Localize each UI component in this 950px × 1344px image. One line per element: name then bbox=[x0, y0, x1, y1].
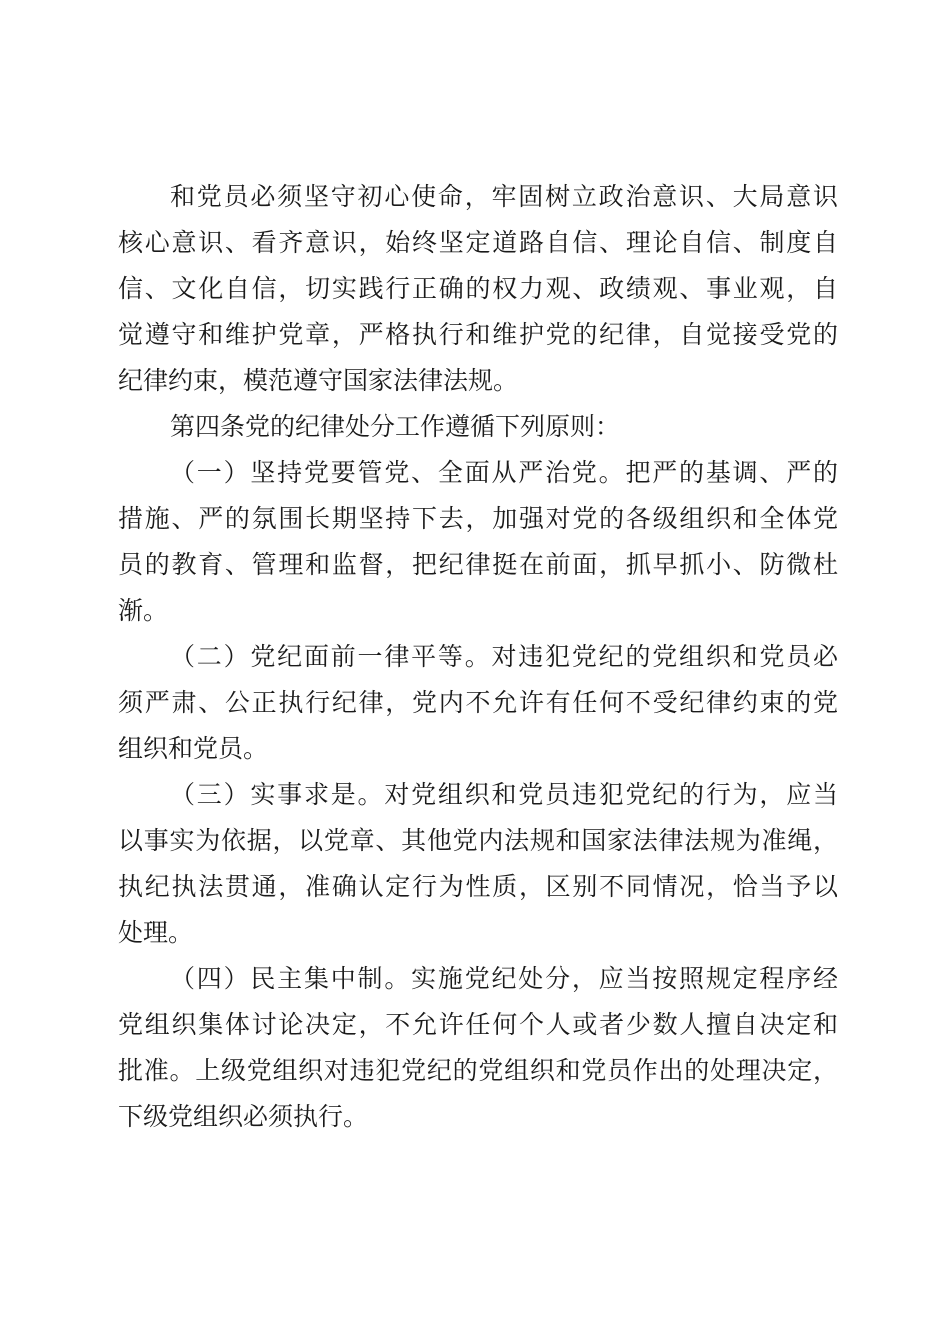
principle-line: 执纪执法贯通，准确认定行为性质，区别不同情况，恰当予以 bbox=[118, 872, 838, 901]
principle-line: 下级党组织必须执行。 bbox=[118, 1102, 369, 1131]
principle-line: 批准。上级党组织对违犯党纪的党组织和党员作出的处理决定， bbox=[118, 1056, 838, 1085]
article-heading: 第四条党的纪律处分工作遵循下列原则： bbox=[170, 412, 621, 441]
paragraph-line: 纪律约束，模范遵守国家法律法规。 bbox=[118, 366, 519, 395]
paragraph-line: 核心意识、看齐意识，始终坚定道路自信、理论自信、制度自 bbox=[118, 228, 838, 257]
principle-line: 以事实为依据，以党章、其他党内法规和国家法律法规为准绳， bbox=[118, 826, 838, 855]
principle-line: 组织和党员。 bbox=[118, 734, 269, 763]
principle-line: 措施、严的氛围长期坚持下去，加强对党的各级组织和全体党 bbox=[118, 504, 838, 533]
paragraph-line: 觉遵守和维护党章，严格执行和维护党的纪律，自觉接受党的 bbox=[118, 320, 838, 349]
principle-line: （一）坚持党要管党、全面从严治党。把严的基调、严的 bbox=[170, 458, 838, 487]
principle-line: 员的教育、管理和监督，把纪律挺在前面，抓早抓小、防微杜 bbox=[118, 550, 838, 579]
paragraph-line: 信、文化自信，切实践行正确的权力观、政绩观、事业观，自 bbox=[118, 274, 838, 303]
principle-line: （三）实事求是。对党组织和党员违犯党纪的行为，应当 bbox=[170, 780, 838, 809]
principle-line: （二）党纪面前一律平等。对违犯党纪的党组织和党员必 bbox=[170, 642, 838, 671]
principle-line: 渐。 bbox=[118, 596, 169, 625]
paragraph-line: 和党员必须坚守初心使命，牢固树立政治意识、大局意识 bbox=[170, 182, 838, 211]
principle-line: （四）民主集中制。实施党纪处分，应当按照规定程序经 bbox=[170, 964, 838, 993]
principle-line: 党组织集体讨论决定，不允许任何个人或者少数人擅自决定和 bbox=[118, 1010, 838, 1039]
principle-line: 处理。 bbox=[118, 918, 194, 947]
principle-line: 须严肃、公正执行纪律，党内不允许有任何不受纪律约束的党 bbox=[118, 688, 838, 717]
